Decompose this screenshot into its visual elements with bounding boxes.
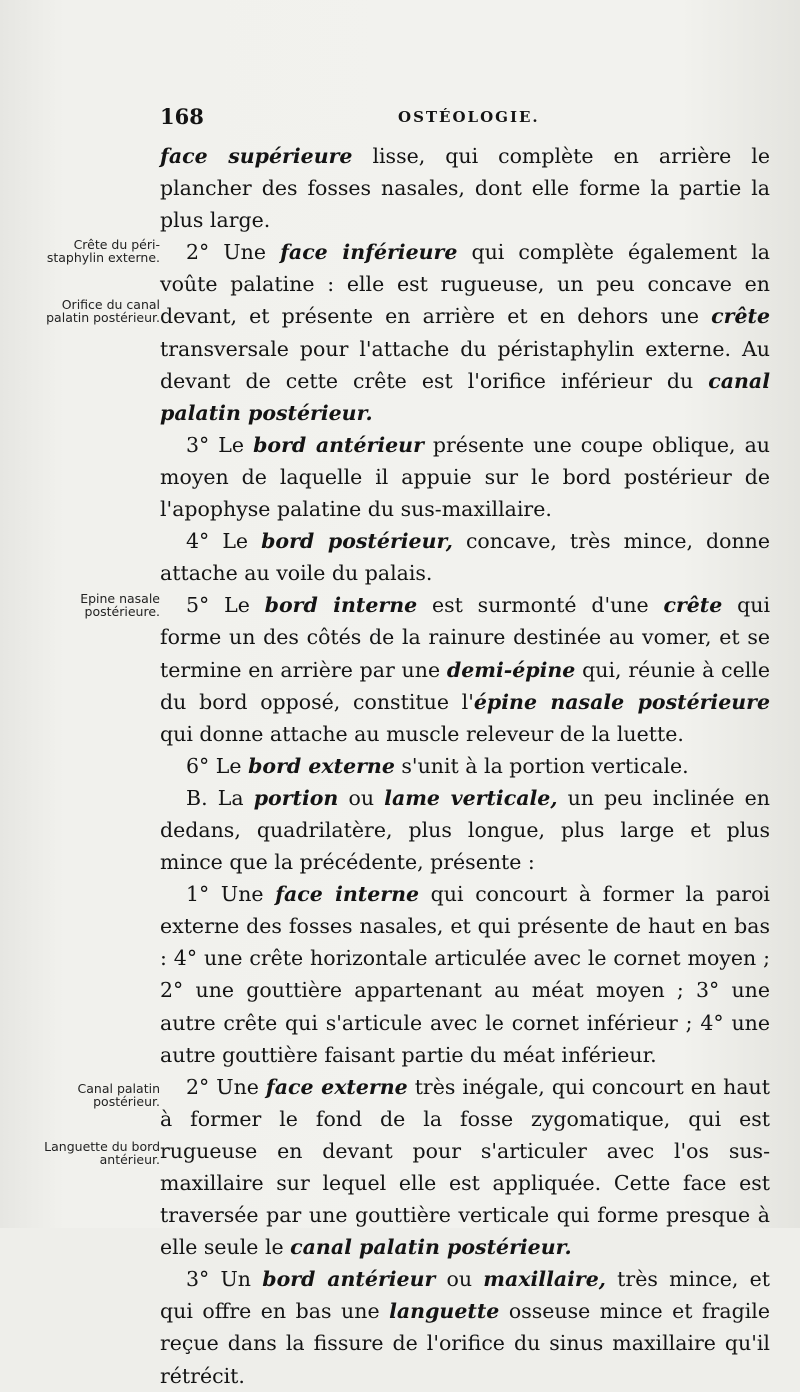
emphasized-term: crête — [711, 304, 770, 329]
margin-note-crete: Crête du péri-staphylin externe. — [46, 237, 160, 265]
margin-note-canal: Canal palatin postérieur. — [77, 1081, 160, 1109]
emphasized-term: face supérieure — [160, 144, 353, 168]
text-run: 4° Le — [186, 529, 262, 554]
running-title: OSTÉOLOGIE. — [398, 108, 540, 126]
paragraph — [160, 1263, 770, 1391]
paragraph — [160, 589, 770, 749]
text-run: osseuse mince et fragile reçue dans la fissure de l'orifice du sinus maxillaire qu'il rétrécit. — [160, 1299, 771, 1388]
emphasized-term: bord interne — [264, 593, 418, 618]
paragraph — [160, 750, 770, 782]
text-run: B. La — [186, 785, 254, 810]
paragraph — [160, 782, 770, 878]
text-run: ou — [338, 785, 385, 810]
text-run: 3° Un — [186, 1267, 263, 1292]
paragraph — [160, 429, 770, 525]
paragraph — [160, 140, 770, 236]
emphasized-term: canal palatin postérieur. — [160, 368, 770, 425]
paragraph — [160, 878, 770, 1071]
page-number: 168 — [160, 104, 204, 129]
text-run: qui complète également la voûte palatine : elle est rugueuse, un peu concave en devant, et présente en arrière et en dehors une — [160, 240, 771, 329]
margin-note-orifice: Orifice du canal palatin postérieur. — [46, 297, 160, 325]
emphasized-term: face interne — [275, 882, 420, 907]
emphasized-term: canal palatin postérieur. — [290, 1235, 572, 1260]
body-text — [160, 140, 770, 1392]
text-run: très inégale, qui concourt en haut à former le fond de la fosse zygomatique, qui est rugueuse en devant pour s'articuler avec l'os sus-maxillaire sur lequel elle est appliquée. Cette face est traversée par une gouttière verticale qui forme presque à elle seule le — [160, 1074, 770, 1260]
text-run: 5° Le — [186, 593, 265, 618]
paragraph — [160, 236, 770, 429]
emphasized-term: crête — [663, 593, 723, 618]
emphasized-term: portion — [253, 785, 339, 810]
text-run: 3° Le — [186, 432, 254, 457]
text-run: s'unit à la portion verticale. — [394, 753, 689, 778]
emphasized-term: épine nasale postérieure — [473, 689, 771, 714]
text-run: très mince, et qui offre en bas une — [160, 1267, 771, 1324]
text-run: un peu inclinée en dedans, quadrilatère, plus longue, plus large et plus mince que la précédente, présente : — [160, 785, 771, 875]
text-run: qui forme un des côtés de la rainure destinée au vomer, et se termine en arrière par une — [160, 593, 770, 682]
text-run: concave, très mince, donne attache au voile du palais. — [160, 529, 770, 586]
text-run: présente une coupe oblique, au moyen de laquelle il appuie sur le bord postérieur de l'apophyse palatine du sus-maxillaire. — [160, 432, 770, 522]
emphasized-term: face externe — [265, 1074, 408, 1099]
page-header — [160, 104, 760, 134]
text-run: qui donne attache au muscle releveur de la luette. — [160, 721, 684, 746]
text-run: 1° Une — [186, 882, 276, 907]
emphasized-term: bord postérieur, — [261, 529, 453, 554]
text-run: lisse, qui complète en arrière le plancher des fosses nasales, dont elle forme la partie la plus large. — [160, 144, 770, 233]
margin-note-epine: Epine nasale postérieure. — [80, 591, 160, 619]
emphasized-term: languette — [389, 1299, 500, 1324]
emphasized-term: bord antérieur — [253, 432, 424, 457]
emphasized-term: lame verticale, — [384, 785, 558, 810]
paragraph — [160, 1071, 770, 1264]
text-run: 2° Une — [186, 1074, 266, 1099]
text-run: qui, réunie à celle du bord opposé, constitue l' — [160, 657, 770, 714]
emphasized-term: demi-épine — [446, 657, 576, 682]
text-run: transversale pour l'attache du péristaphylin externe. Au devant de cette crête est l'orifice inférieur du — [160, 336, 770, 393]
text-run: est surmonté d'une — [417, 593, 664, 618]
emphasized-term: face inférieure — [280, 240, 458, 265]
text-run: 2° Une — [186, 240, 281, 265]
text-run: ou — [435, 1267, 484, 1292]
text-run: 6° Le — [186, 753, 249, 778]
emphasized-term: maxillaire, — [483, 1267, 606, 1292]
paragraph — [160, 525, 770, 589]
margin-note-languette: Languette du bord antérieur. — [44, 1139, 160, 1167]
emphasized-term: bord antérieur — [262, 1267, 436, 1292]
text-run: qui concourt à former la paroi externe des fosses nasales, et qui présente de haut en bas : 4° une crête horizontale articulée avec le cornet moyen ; 2° une gouttière appartenant au méat moyen ; 3° une autre crête qui s'articule avec le cornet inférieur ; 4° une autre gouttière faisant partie du méat inférieur. — [160, 882, 770, 1067]
emphasized-term: bord externe — [248, 753, 395, 778]
